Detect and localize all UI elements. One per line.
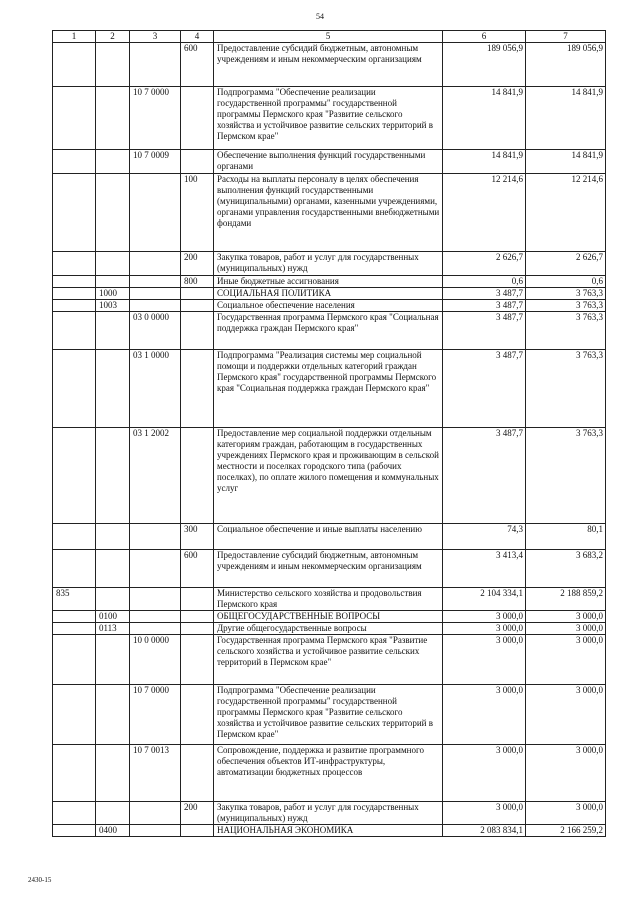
header-col-1: 1 xyxy=(53,31,96,43)
cell-description: Закупка товаров, работ и услуг для государственных (муниципальных) нужд xyxy=(214,802,443,825)
cell-section-code xyxy=(96,428,130,524)
cell-section-code xyxy=(96,588,130,611)
cell-value-year1: 3 487,7 xyxy=(443,428,526,524)
cell-ministry-code xyxy=(53,623,96,635)
cell-expense-type xyxy=(181,288,214,300)
cell-section-code xyxy=(96,745,130,802)
cell-value-year2: 3 000,0 xyxy=(526,635,606,685)
cell-expense-type xyxy=(181,635,214,685)
header-col-5: 5 xyxy=(214,31,443,43)
cell-description: Иные бюджетные ассигнования xyxy=(214,276,443,288)
cell-value-year1: 3 487,7 xyxy=(443,312,526,350)
cell-value-year1: 2 626,7 xyxy=(443,252,526,276)
cell-value-year2: 3 000,0 xyxy=(526,623,606,635)
cell-value-year2: 14 841,9 xyxy=(526,150,606,174)
cell-value-year2: 2 166 259,2 xyxy=(526,825,606,837)
cell-description: Подпрограмма "Реализация системы мер социальной помощи и поддержки отдельных категорий граждан Пермского края" государственной программы Пермского края "Социальная поддержка граждан Пермского края" xyxy=(214,350,443,428)
cell-ministry-code xyxy=(53,312,96,350)
cell-description: ОБЩЕГОСУДАРСТВЕННЫЕ ВОПРОСЫ xyxy=(214,611,443,623)
table-row xyxy=(53,174,606,252)
cell-description: Предоставление субсидий бюджетным, автономным учреждениям и иным некоммерческим организациям xyxy=(214,550,443,588)
cell-value-year1: 3 487,7 xyxy=(443,350,526,428)
cell-expense-type xyxy=(181,611,214,623)
cell-section-code: 0400 xyxy=(96,825,130,837)
cell-value-year1: 3 487,7 xyxy=(443,300,526,312)
cell-ministry-code xyxy=(53,252,96,276)
cell-target-code xyxy=(130,550,181,588)
cell-section-code xyxy=(96,312,130,350)
cell-value-year2: 0,6 xyxy=(526,276,606,288)
table-row xyxy=(53,825,606,837)
cell-description: Социальное обеспечение населения xyxy=(214,300,443,312)
cell-description: Подпрограмма "Обеспечение реализации государственной программы" государственной программы Пермского края "Развитие сельского хозяйства и устойчивое развитие сельских территорий в Пермском крае" xyxy=(214,87,443,150)
cell-target-code: 10 7 0009 xyxy=(130,150,181,174)
cell-value-year2: 14 841,9 xyxy=(526,87,606,150)
cell-value-year2: 3 000,0 xyxy=(526,685,606,745)
table-row xyxy=(53,288,606,300)
cell-value-year1: 189 056,9 xyxy=(443,43,526,87)
cell-section-code xyxy=(96,252,130,276)
cell-target-code: 03 1 0000 xyxy=(130,350,181,428)
cell-target-code xyxy=(130,802,181,825)
cell-target-code xyxy=(130,623,181,635)
cell-expense-type xyxy=(181,87,214,150)
cell-value-year2: 3 683,2 xyxy=(526,550,606,588)
cell-expense-type xyxy=(181,588,214,611)
cell-section-code: 1003 xyxy=(96,300,130,312)
cell-target-code xyxy=(130,288,181,300)
cell-description: Государственная программа Пермского края "Социальная поддержка граждан Пермского края" xyxy=(214,312,443,350)
cell-section-code xyxy=(96,802,130,825)
cell-expense-type xyxy=(181,350,214,428)
cell-target-code xyxy=(130,276,181,288)
cell-expense-type xyxy=(181,685,214,745)
cell-description: Расходы на выплаты персоналу в целях обеспечения выполнения функций государственными (муниципальными) органами, казенными учреждениями, органами управления государственными внебюджетными фондами xyxy=(214,174,443,252)
cell-description: Министерство сельского хозяйства и продовольствия Пермского края xyxy=(214,588,443,611)
cell-value-year1: 0,6 xyxy=(443,276,526,288)
cell-ministry-code xyxy=(53,550,96,588)
cell-expense-type: 600 xyxy=(181,550,214,588)
table-row xyxy=(53,150,606,174)
cell-value-year2: 3 763,3 xyxy=(526,288,606,300)
cell-expense-type: 100 xyxy=(181,174,214,252)
cell-ministry-code xyxy=(53,300,96,312)
cell-section-code: 0113 xyxy=(96,623,130,635)
cell-description: Закупка товаров, работ и услуг для государственных (муниципальных) нужд xyxy=(214,252,443,276)
cell-value-year1: 3 000,0 xyxy=(443,685,526,745)
cell-value-year1: 3 000,0 xyxy=(443,802,526,825)
cell-ministry-code xyxy=(53,43,96,87)
cell-section-code: 0100 xyxy=(96,611,130,623)
cell-expense-type: 300 xyxy=(181,524,214,550)
cell-ministry-code xyxy=(53,524,96,550)
cell-target-code xyxy=(130,174,181,252)
cell-value-year2: 3 763,3 xyxy=(526,300,606,312)
cell-target-code xyxy=(130,588,181,611)
table-row xyxy=(53,300,606,312)
cell-value-year2: 2 626,7 xyxy=(526,252,606,276)
cell-target-code: 10 0 0000 xyxy=(130,635,181,685)
cell-section-code xyxy=(96,174,130,252)
cell-target-code xyxy=(130,611,181,623)
table-row xyxy=(53,635,606,685)
table-row xyxy=(53,588,606,611)
table-row xyxy=(53,350,606,428)
cell-description: Сопровождение, поддержка и развитие программного обеспечения объектов ИТ-инфраструктуры, автоматизации бюджетных процессов xyxy=(214,745,443,802)
cell-ministry-code xyxy=(53,745,96,802)
cell-ministry-code xyxy=(53,150,96,174)
table-row xyxy=(53,43,606,87)
cell-ministry-code xyxy=(53,685,96,745)
cell-value-year1: 3 000,0 xyxy=(443,635,526,685)
cell-expense-type xyxy=(181,300,214,312)
table-row xyxy=(53,312,606,350)
cell-ministry-code xyxy=(53,87,96,150)
table-row xyxy=(53,550,606,588)
cell-description: Государственная программа Пермского края "Развитие сельского хозяйства и устойчивое развитие сельских территорий в Пермском крае" xyxy=(214,635,443,685)
cell-value-year1: 3 000,0 xyxy=(443,611,526,623)
budget-table xyxy=(52,30,606,837)
table-row xyxy=(53,524,606,550)
cell-description: Предоставление мер социальной поддержки отдельным категориям граждан, работающим в государственных учреждениях Пермского края и проживающим в сельской местности и поселках городского типа (рабочих поселках), по оплате жилого помещения и коммунальных услуг xyxy=(214,428,443,524)
cell-description: Предоставление субсидий бюджетным, автономным учреждениям и иным некоммерческим организациям xyxy=(214,43,443,87)
cell-value-year2: 3 000,0 xyxy=(526,745,606,802)
cell-value-year2: 3 000,0 xyxy=(526,802,606,825)
cell-value-year1: 3 413,4 xyxy=(443,550,526,588)
cell-expense-type xyxy=(181,312,214,350)
header-row xyxy=(53,31,606,43)
page-number: 54 xyxy=(316,12,324,21)
table-row xyxy=(53,802,606,825)
cell-value-year1: 3 000,0 xyxy=(443,745,526,802)
cell-value-year1: 74,3 xyxy=(443,524,526,550)
cell-section-code xyxy=(96,350,130,428)
cell-ministry-code xyxy=(53,635,96,685)
cell-value-year1: 3 487,7 xyxy=(443,288,526,300)
table-row xyxy=(53,87,606,150)
cell-target-code: 03 1 2002 xyxy=(130,428,181,524)
table-row xyxy=(53,252,606,276)
table-row xyxy=(53,276,606,288)
cell-expense-type: 600 xyxy=(181,43,214,87)
cell-expense-type xyxy=(181,428,214,524)
cell-value-year1: 14 841,9 xyxy=(443,150,526,174)
cell-ministry-code xyxy=(53,611,96,623)
cell-section-code xyxy=(96,87,130,150)
cell-value-year1: 3 000,0 xyxy=(443,623,526,635)
cell-ministry-code xyxy=(53,428,96,524)
cell-expense-type: 200 xyxy=(181,252,214,276)
cell-section-code xyxy=(96,524,130,550)
cell-description: Подпрограмма "Обеспечение реализации государственной программы" государственной программы Пермского края "Развитие сельского хозяйства и устойчивое развитие сельских территорий в Пермском крае" xyxy=(214,685,443,745)
header-col-2: 2 xyxy=(96,31,130,43)
cell-ministry-code xyxy=(53,350,96,428)
cell-section-code: 1000 xyxy=(96,288,130,300)
cell-value-year1: 2 083 834,1 xyxy=(443,825,526,837)
cell-target-code: 03 0 0000 xyxy=(130,312,181,350)
cell-ministry-code xyxy=(53,174,96,252)
cell-value-year2: 3 763,3 xyxy=(526,428,606,524)
header-col-4: 4 xyxy=(181,31,214,43)
cell-section-code xyxy=(96,550,130,588)
cell-value-year2: 3 763,3 xyxy=(526,312,606,350)
cell-expense-type xyxy=(181,825,214,837)
cell-target-code xyxy=(130,825,181,837)
cell-value-year2: 12 214,6 xyxy=(526,174,606,252)
cell-target-code: 10 7 0000 xyxy=(130,685,181,745)
table-row xyxy=(53,623,606,635)
cell-ministry-code xyxy=(53,288,96,300)
table-row xyxy=(53,611,606,623)
cell-value-year1: 2 104 334,1 xyxy=(443,588,526,611)
cell-value-year2: 2 188 859,2 xyxy=(526,588,606,611)
header-col-3: 3 xyxy=(130,31,181,43)
table-row xyxy=(53,745,606,802)
cell-value-year2: 3 763,3 xyxy=(526,350,606,428)
header-col-7: 7 xyxy=(526,31,606,43)
cell-value-year2: 80,1 xyxy=(526,524,606,550)
cell-section-code xyxy=(96,635,130,685)
cell-description: Обеспечение выполнения функций государственными органами xyxy=(214,150,443,174)
cell-ministry-code xyxy=(53,276,96,288)
cell-target-code: 10 7 0013 xyxy=(130,745,181,802)
cell-target-code xyxy=(130,300,181,312)
cell-description: НАЦИОНАЛЬНАЯ ЭКОНОМИКА xyxy=(214,825,443,837)
cell-ministry-code xyxy=(53,825,96,837)
cell-expense-type xyxy=(181,150,214,174)
cell-target-code xyxy=(130,252,181,276)
cell-target-code xyxy=(130,43,181,87)
cell-section-code xyxy=(96,43,130,87)
cell-ministry-code xyxy=(53,802,96,825)
cell-target-code xyxy=(130,524,181,550)
header-col-6: 6 xyxy=(443,31,526,43)
cell-value-year2: 189 056,9 xyxy=(526,43,606,87)
cell-target-code: 10 7 0000 xyxy=(130,87,181,150)
table-row xyxy=(53,685,606,745)
cell-ministry-code: 835 xyxy=(53,588,96,611)
table-row xyxy=(53,428,606,524)
cell-description: СОЦИАЛЬНАЯ ПОЛИТИКА xyxy=(214,288,443,300)
cell-expense-type xyxy=(181,623,214,635)
cell-section-code xyxy=(96,276,130,288)
footer-code: 2430-15 xyxy=(28,876,52,884)
cell-expense-type: 800 xyxy=(181,276,214,288)
cell-expense-type: 200 xyxy=(181,802,214,825)
cell-expense-type xyxy=(181,745,214,802)
cell-description: Социальное обеспечение и иные выплаты населению xyxy=(214,524,443,550)
cell-value-year1: 14 841,9 xyxy=(443,87,526,150)
cell-value-year1: 12 214,6 xyxy=(443,174,526,252)
cell-value-year2: 3 000,0 xyxy=(526,611,606,623)
cell-section-code xyxy=(96,150,130,174)
cell-section-code xyxy=(96,685,130,745)
cell-description: Другие общегосударственные вопросы xyxy=(214,623,443,635)
